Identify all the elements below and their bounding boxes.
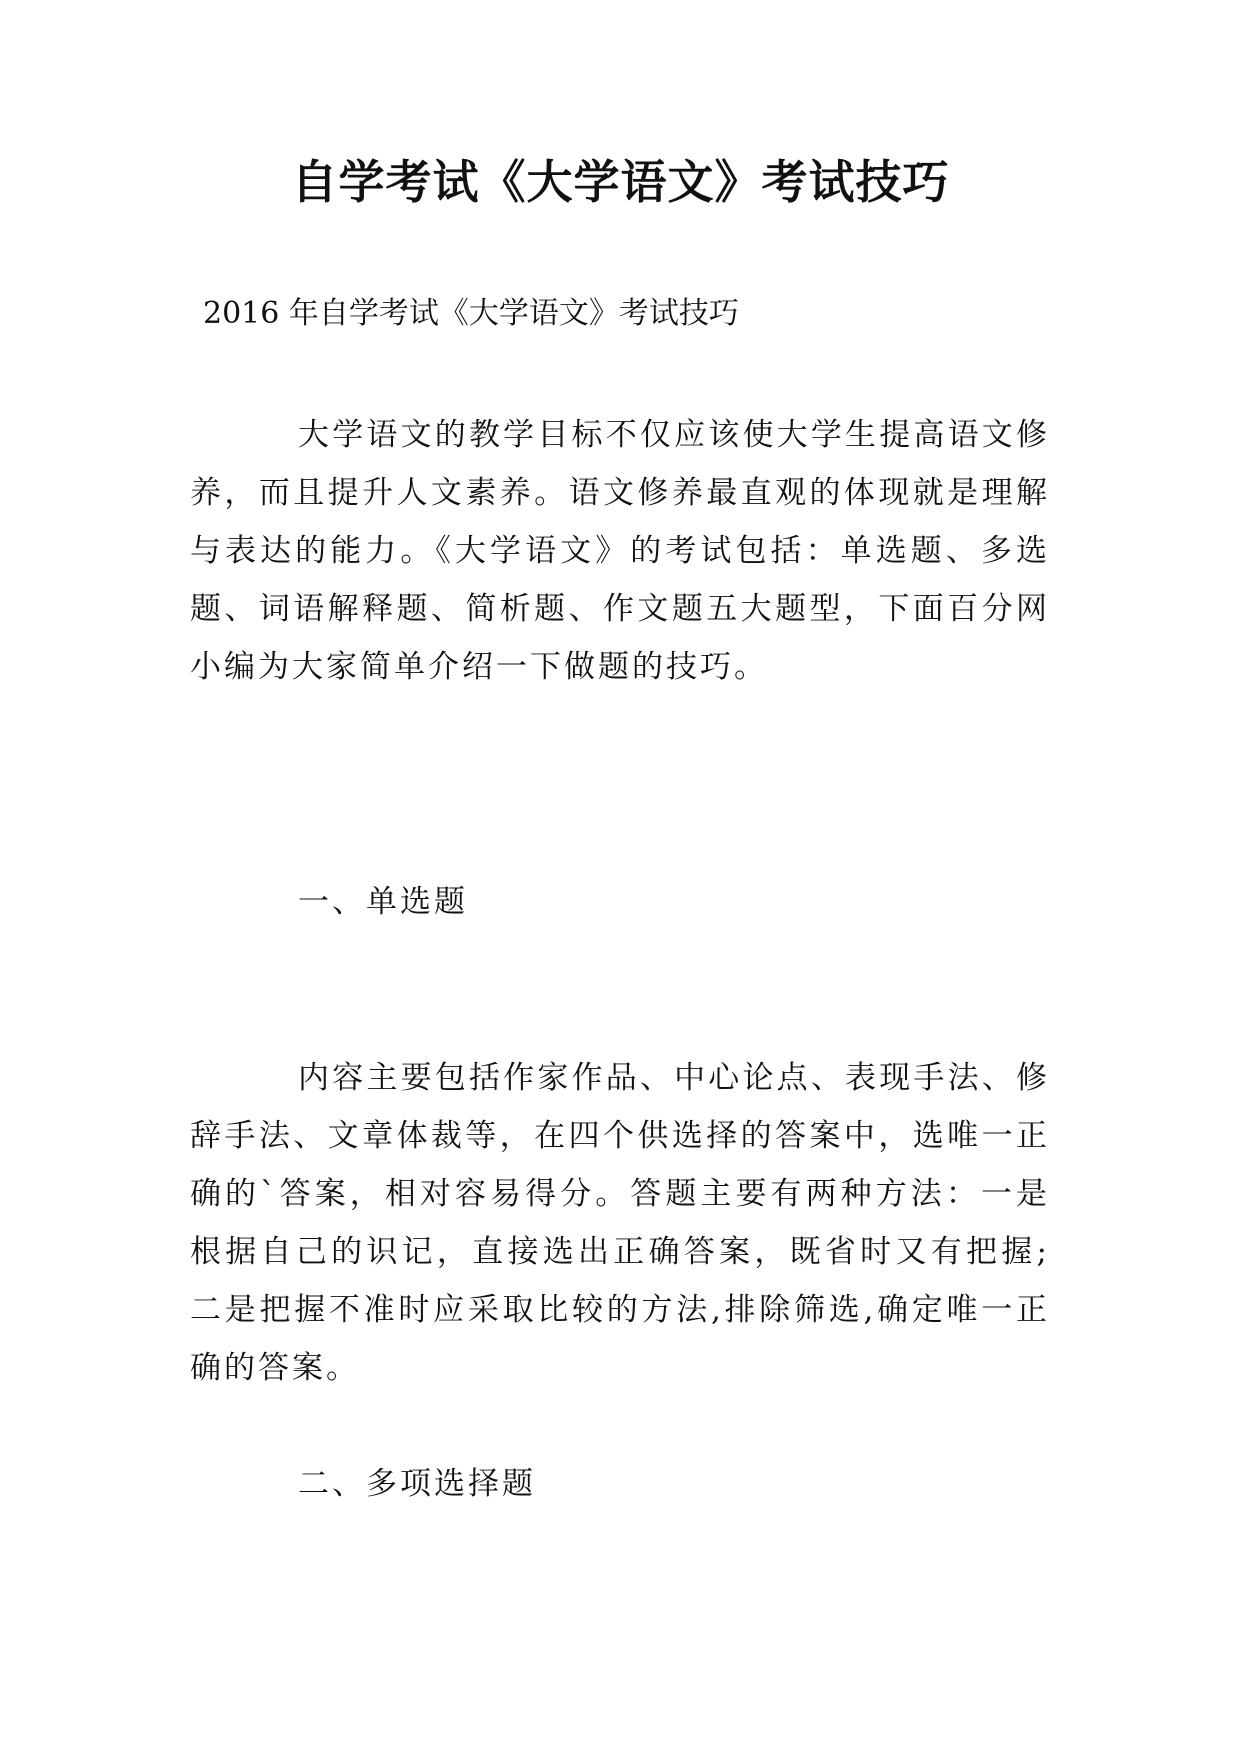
subtitle: 2016 年自学考试《大学语文》考试技巧 <box>203 296 739 331</box>
section-heading-single-choice: 一、单选题 <box>298 884 468 920</box>
page-title: 自学考试《大学语文》考试技巧 <box>291 155 950 209</box>
intro-paragraph: 大学语文的教学目标不仅应该使大学生提高语文修养，而且提升人文素养。语文修养最直观的体现就是理解与表达的能力。《大学语文》的考试包括：单选题、多选题、词语解释题、简析题、作文题五大题型，下面百分网小编为大家简单介绍一下做题的技巧。 <box>190 417 1050 685</box>
section-heading-multiple-choice: 二、多项选择题 <box>298 1466 536 1502</box>
section-paragraph-single-choice: 内容主要包括作家作品、中心论点、表现手法、修辞手法、文章体裁等，在四个供选择的答案中，选唯一正确的`答案，相对容易得分。答题主要有两种方法：一是根据自己的识记，直接选出正确答案，既省时又有把握;二是把握不准时应采取比较的方法,排除筛选,确定唯一正确的答案。 <box>190 1060 1050 1386</box>
